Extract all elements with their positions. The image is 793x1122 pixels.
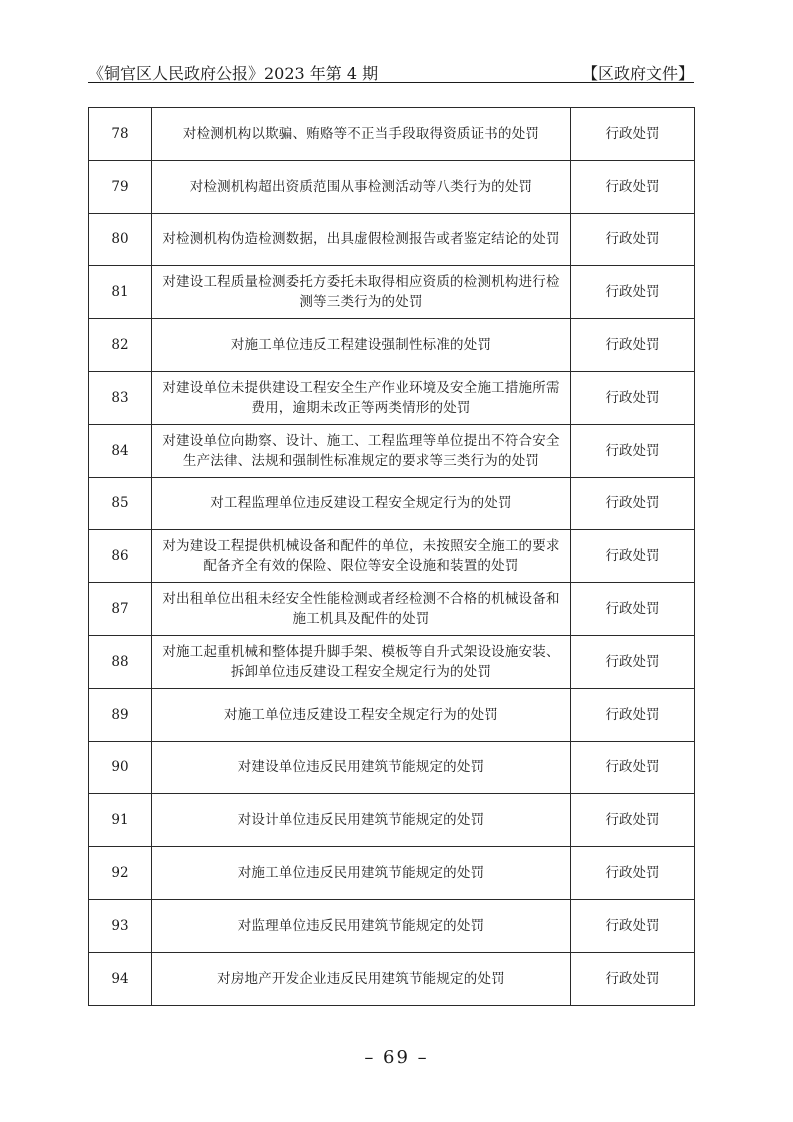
item-title-cell: 对施工单位违反民用建筑节能规定的处罚 [152,847,571,900]
item-number-cell: 90 [89,741,152,794]
item-type-cell: 行政处罚 [571,160,695,213]
item-number-cell: 84 [89,424,152,477]
item-type-cell: 行政处罚 [571,952,695,1005]
penalty-items-table [88,107,695,1006]
item-number-cell: 92 [89,847,152,900]
page-number: – 69 – [364,1047,429,1068]
item-number-cell: 85 [89,477,152,530]
item-number-cell: 94 [89,952,152,1005]
item-title-cell: 对建设单位未提供建设工程安全生产作业环境及安全施工措施所需费用，逾期未改正等两类情形的处罚 [152,371,571,424]
item-title-cell: 对建设单位向勘察、设计、施工、工程监理等单位提出不符合安全生产法律、法规和强制性标准规定的要求等三类行为的处罚 [152,424,571,477]
item-title-cell: 对为建设工程提供机械设备和配件的单位，未按照安全施工的要求配备齐全有效的保险、限位等安全设施和装置的处罚 [152,530,571,583]
item-title-cell: 对施工单位违反建设工程安全规定行为的处罚 [152,688,571,741]
item-type-cell: 行政处罚 [571,635,695,688]
item-type-cell: 行政处罚 [571,688,695,741]
item-type-cell: 行政处罚 [571,847,695,900]
item-number-cell: 78 [89,108,152,161]
item-title-cell: 对设计单位违反民用建筑节能规定的处罚 [152,794,571,847]
item-number-cell: 82 [89,319,152,372]
item-type-cell: 行政处罚 [571,583,695,636]
item-type-cell: 行政处罚 [571,108,695,161]
item-number-cell: 79 [89,160,152,213]
table-row [89,319,695,372]
item-type-cell: 行政处罚 [571,371,695,424]
item-title-cell: 对施工起重机械和整体提升脚手架、模板等自升式架设设施安装、拆卸单位违反建设工程安全规定行为的处罚 [152,635,571,688]
item-type-cell: 行政处罚 [571,530,695,583]
section-label: 【区政府文件】 [581,64,694,83]
table-row [89,952,695,1005]
table-row [89,477,695,530]
item-type-cell: 行政处罚 [571,899,695,952]
item-number-cell: 83 [89,371,152,424]
item-title-cell: 对监理单位违反民用建筑节能规定的处罚 [152,899,571,952]
table-row [89,266,695,319]
item-title-cell: 对检测机构伪造检测数据，出具虚假检测报告或者鉴定结论的处罚 [152,213,571,266]
table-row [89,108,695,161]
item-title-cell: 对出租单位出租未经安全性能检测或者经检测不合格的机械设备和施工机具及配件的处罚 [152,583,571,636]
table-row [89,741,695,794]
item-title-cell: 对建设工程质量检测委托方委托未取得相应资质的检测机构进行检测等三类行为的处罚 [152,266,571,319]
item-title-cell: 对房地产开发企业违反民用建筑节能规定的处罚 [152,952,571,1005]
item-type-cell: 行政处罚 [571,741,695,794]
item-number-cell: 86 [89,530,152,583]
table-row [89,794,695,847]
table-row [89,899,695,952]
table-row [89,530,695,583]
item-type-cell: 行政处罚 [571,477,695,530]
item-type-cell: 行政处罚 [571,794,695,847]
table-row [89,160,695,213]
item-number-cell: 88 [89,635,152,688]
item-title-cell: 对检测机构超出资质范围从事检测活动等八类行为的处罚 [152,160,571,213]
gazette-title: 《铜官区人民政府公报》2023 年第 4 期 [88,64,379,83]
table-row [89,688,695,741]
table-row [89,583,695,636]
item-number-cell: 81 [89,266,152,319]
item-type-cell: 行政处罚 [571,424,695,477]
item-number-cell: 91 [89,794,152,847]
item-title-cell: 对检测机构以欺骗、贿赂等不正当手段取得资质证书的处罚 [152,108,571,161]
item-number-cell: 89 [89,688,152,741]
item-title-cell: 对建设单位违反民用建筑节能规定的处罚 [152,741,571,794]
item-type-cell: 行政处罚 [571,266,695,319]
table-row [89,213,695,266]
item-title-cell: 对施工单位违反工程建设强制性标准的处罚 [152,319,571,372]
table-row [89,847,695,900]
table-row [89,424,695,477]
item-type-cell: 行政处罚 [571,213,695,266]
table-body [89,108,695,1006]
item-number-cell: 87 [89,583,152,636]
item-title-cell: 对工程监理单位违反建设工程安全规定行为的处罚 [152,477,571,530]
page-header [88,54,694,84]
table-row [89,371,695,424]
table-row [89,635,695,688]
item-number-cell: 93 [89,899,152,952]
header-divider [88,82,694,83]
item-number-cell: 80 [89,213,152,266]
item-type-cell: 行政处罚 [571,319,695,372]
